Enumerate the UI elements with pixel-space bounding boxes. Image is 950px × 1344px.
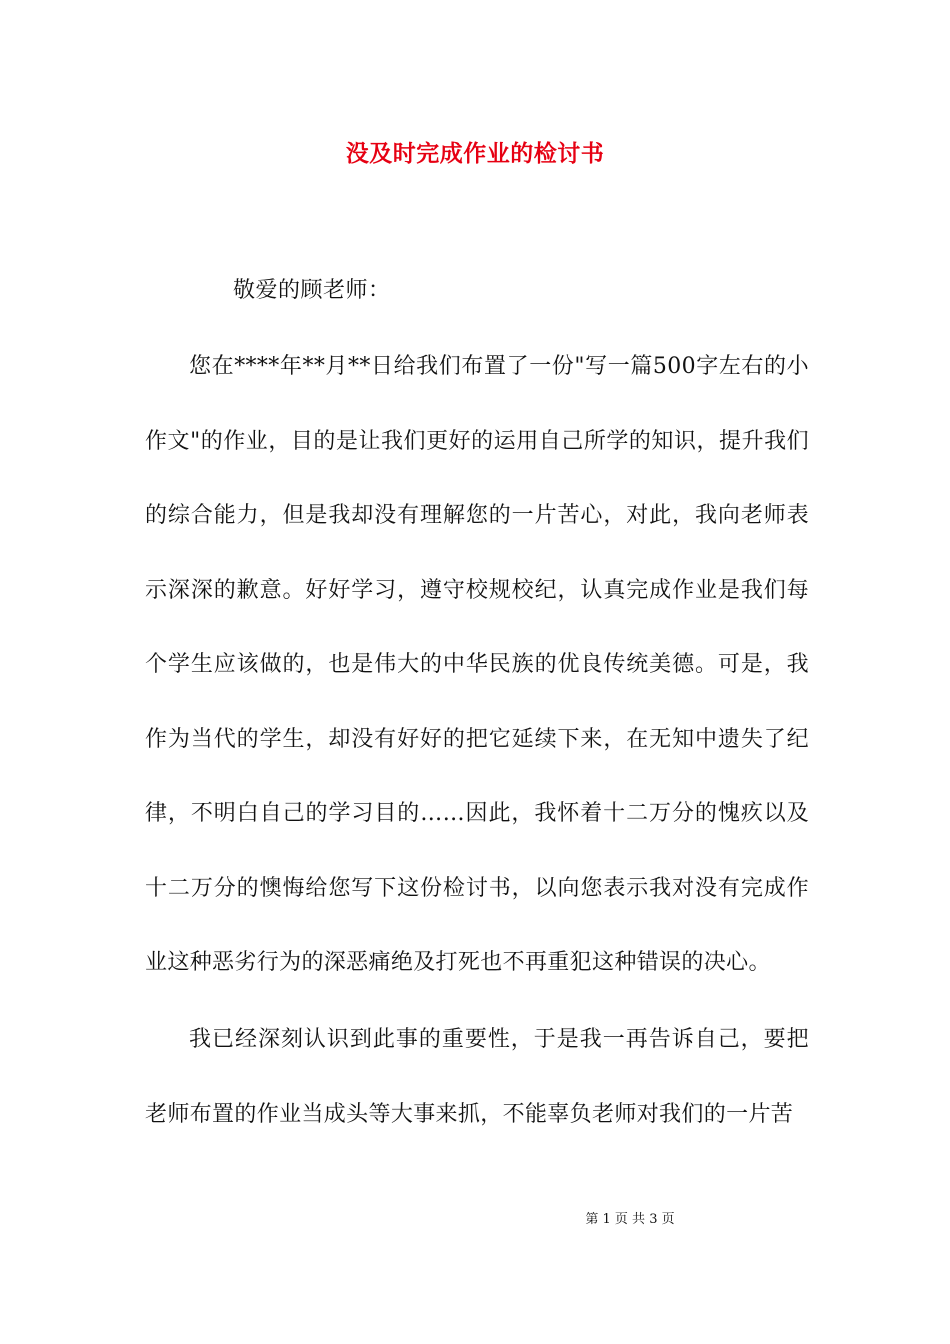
document-title: 没及时完成作业的检讨书 bbox=[345, 140, 605, 167]
body-paragraph-1: 您在****年**月**日给我们布置了一份"写一篇500字左右的小作文"的作业，目的是让我们更好的运用自己所学的知识，提升我们的综合能力，但是我却没有理解您的一片苦心，对此，我向老师表示深深的歉意。好好学习，遵守校规校纪，认真完成作业是我们每个学生应该做的，也是伟大的中华民族的优良传统美德。可是，我作为当代的学生，却没有好好的把它延续下来，在无知中遗失了纪律，不明白自己的学习目的……因此，我怀着十二万分的愧疚以及十二万分的懊悔给您写下这份检讨书，以向您表示我对没有完成作业这种恶劣行为的深恶痛绝及打死也不再重犯这种错误的决心。 bbox=[145, 354, 809, 975]
body-paragraph-2: 我已经深刻认识到此事的重要性，于是我一再告诉自己，要把老师布置的作业当成头等大事来抓，不能辜负老师对我们的一片苦 bbox=[145, 1027, 809, 1127]
page-number-footer: 第 1 页 共 3 页 bbox=[585, 1212, 675, 1227]
salutation: 敬爱的顾老师： bbox=[233, 278, 391, 303]
